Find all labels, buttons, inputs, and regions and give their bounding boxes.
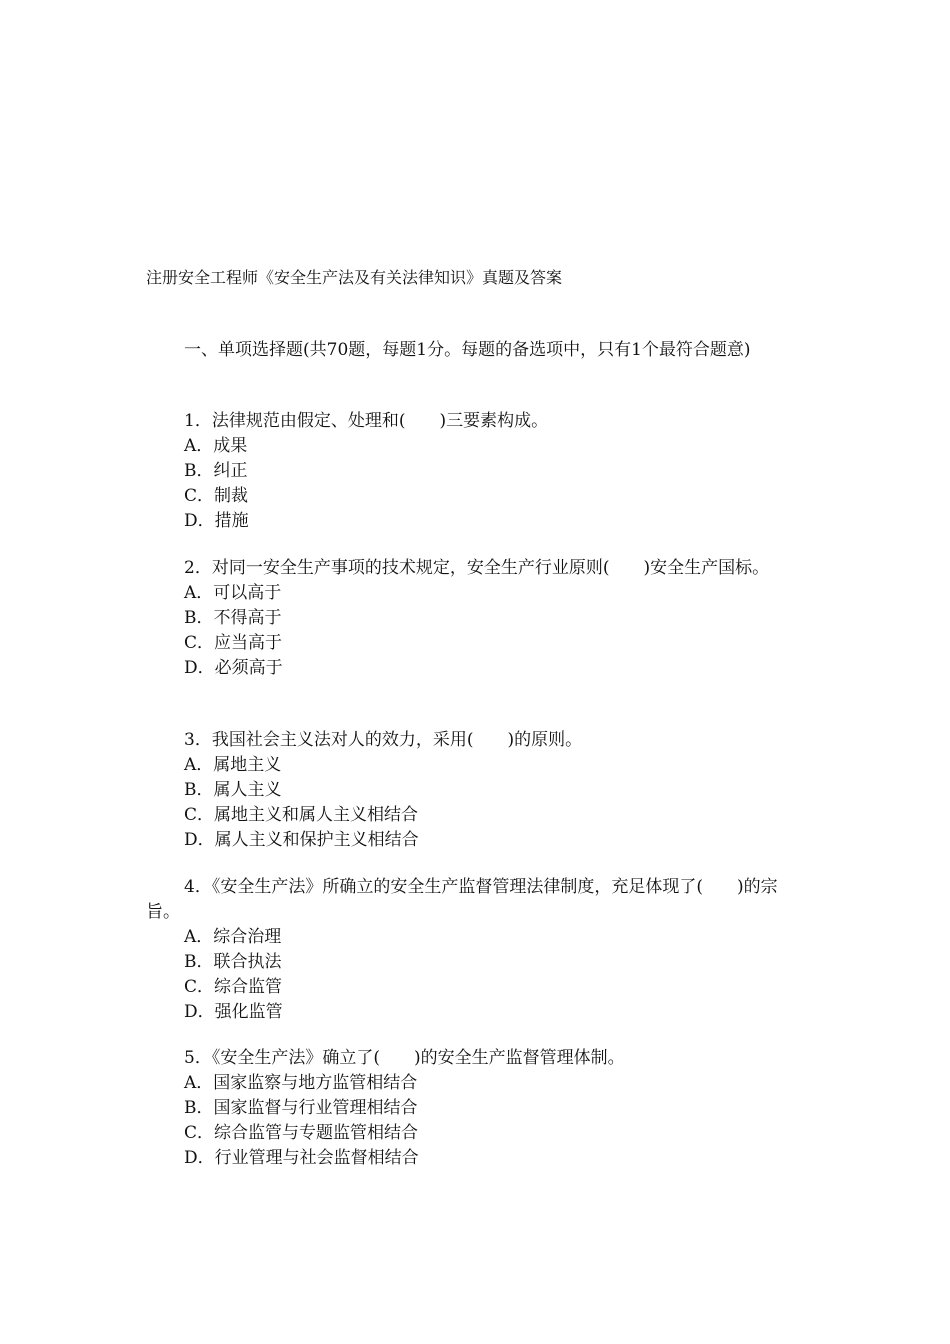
- option-a: A．属地主义: [184, 755, 282, 775]
- question-stem: 3．我国社会主义法对人的效力，采用( )的原则。: [184, 730, 583, 750]
- question-5: [146, 1046, 810, 1171]
- option-d: D．强化监管: [184, 1002, 283, 1022]
- option-list: [146, 753, 810, 853]
- option-c: C．应当高于: [184, 633, 283, 653]
- document-title: 注册安全工程师《安全生产法及有关法律知识》真题及答案: [146, 268, 563, 287]
- question-stem: 2．对同一安全生产事项的技术规定，安全生产行业原则( )安全生产国标。: [184, 558, 770, 578]
- question-3: [146, 728, 810, 853]
- question-1: [146, 409, 810, 534]
- option-d: D．措施: [184, 511, 249, 531]
- question-4: [146, 875, 810, 1025]
- option-a: A．国家监察与地方监管相结合: [184, 1073, 418, 1093]
- option-a: A．成果: [184, 436, 248, 456]
- option-b: B．国家监督与行业管理相结合: [184, 1098, 418, 1118]
- option-d: D．必须高于: [184, 658, 283, 678]
- option-list: [146, 1071, 810, 1171]
- question-2: [146, 556, 810, 681]
- option-list: [146, 925, 810, 1025]
- option-c: C．属地主义和属人主义相结合: [184, 805, 419, 825]
- section-header: 一、单项选择题(共70题，每题1分。每题的备选项中，只有1个最符合题意): [184, 340, 751, 360]
- option-b: B．联合执法: [184, 952, 282, 972]
- option-c: C．综合监管: [184, 977, 283, 997]
- option-a: A．可以高于: [184, 583, 282, 603]
- option-c: C．综合监管与专题监管相结合: [184, 1123, 419, 1143]
- option-b: B．纠正: [184, 461, 248, 481]
- option-b: B．不得高于: [184, 608, 282, 628]
- question-stem: 5．《安全生产法》确立了( )的安全生产监督管理体制。: [184, 1048, 625, 1068]
- option-b: B．属人主义: [184, 780, 282, 800]
- option-list: [146, 581, 810, 681]
- question-stem: 4．《安全生产法》所确立的安全生产监督管理法律制度，充足体现了( )的宗旨。: [146, 877, 778, 922]
- option-list: [146, 434, 810, 534]
- option-a: A．综合治理: [184, 927, 282, 947]
- option-d: D．行业管理与社会监督相结合: [184, 1148, 419, 1168]
- option-c: C．制裁: [184, 486, 249, 506]
- question-stem: 1．法律规范由假定、处理和( )三要素构成。: [184, 411, 549, 431]
- option-d: D．属人主义和保护主义相结合: [184, 830, 419, 850]
